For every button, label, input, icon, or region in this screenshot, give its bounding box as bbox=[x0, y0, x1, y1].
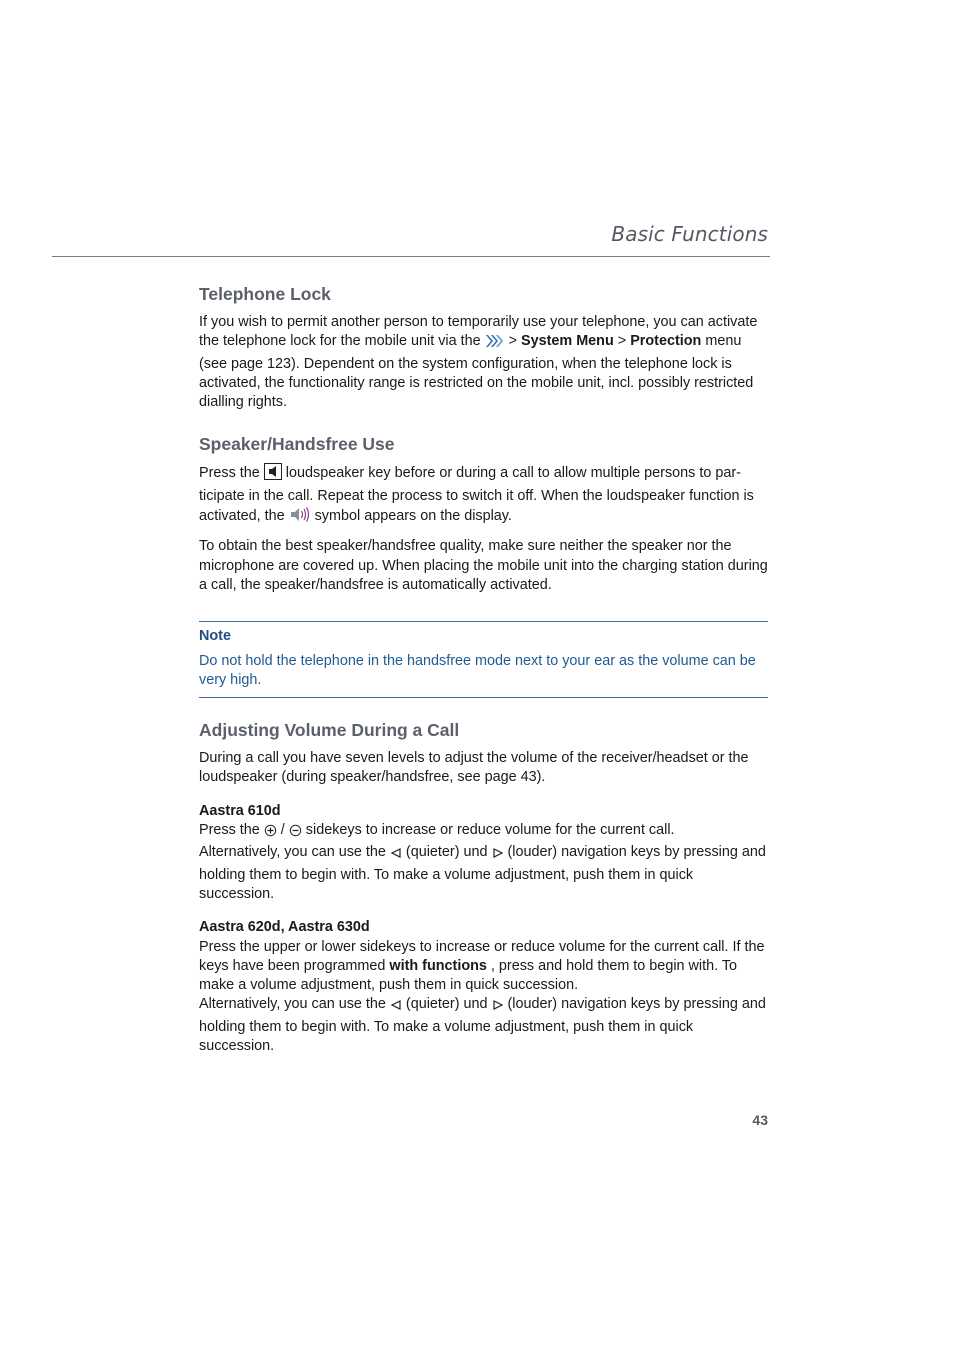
text: > bbox=[613, 333, 631, 350]
paragraph-620d-navigation bbox=[199, 995, 768, 1056]
text: loudspeaker key before or during a call to allow multiple persons to par-ticipate in the call. Repeat the process to switch it off. When the loudspeaker function is activated, the bbox=[199, 465, 754, 525]
section-adjusting-volume bbox=[199, 718, 768, 1056]
speaker-symbol-icon bbox=[289, 506, 311, 529]
text: / bbox=[276, 822, 289, 839]
text: menu (see page 123). Dependent on the system configuration, when the telephone lock is activated, the functionality range is restricted on the mobile unit, incl. possibly restricted dialling rights. bbox=[199, 333, 754, 411]
paragraph-telephone-lock bbox=[199, 313, 768, 412]
text: Press the bbox=[199, 822, 264, 839]
right-arrow-key-icon bbox=[492, 846, 504, 865]
note-box bbox=[199, 621, 768, 698]
paragraph-620d-sidekeys bbox=[199, 938, 768, 996]
note-title: Note bbox=[199, 628, 231, 645]
text: (quieter) und bbox=[401, 996, 492, 1013]
paragraph-volume-intro: During a call you have seven levels to adjust the volume of the receiver/headset or the loudspeaker (during speaker/handsfree, see page 43). bbox=[199, 750, 749, 786]
text: (louder) navigation keys by pressing and holding them to begin with. To make a volume adjustment, push them in quick succession. bbox=[199, 996, 766, 1055]
paragraph-speaker-2: To obtain the best speaker/handsfree quality, make sure neither the speaker nor the microphone are covered up. When placing the mobile unit into the charging station during a call, the speaker/handsfree is automatically activated. bbox=[199, 538, 768, 593]
bold-protection: Protection bbox=[630, 333, 702, 350]
heading-speaker-handsfree: Speaker/Handsfree Use bbox=[199, 434, 395, 455]
heading-telephone-lock: Telephone Lock bbox=[199, 284, 331, 304]
heading-aastra-610d: Aastra 610d bbox=[199, 802, 281, 819]
subsection-aastra-610d bbox=[199, 802, 768, 904]
text: (louder) navigation keys by pressing and holding them to begin with. To make a volume adjustment, push them in quick succession. bbox=[199, 844, 766, 902]
running-header: Basic Functions bbox=[611, 222, 768, 246]
section-telephone-lock bbox=[199, 282, 768, 412]
section-speaker-handsfree bbox=[199, 432, 768, 595]
page-number: 43 bbox=[752, 1112, 768, 1128]
heading-aastra-620d-630d: Aastra 620d, Aastra 630d bbox=[199, 919, 370, 936]
note-text: Do not hold the telephone in the handsfree mode next to your ear as the volume can be very high. bbox=[199, 652, 756, 688]
plus-key-icon bbox=[264, 824, 277, 843]
paragraph-610d-sidekeys bbox=[199, 821, 768, 843]
left-arrow-key-icon bbox=[390, 998, 402, 1017]
text: (quieter) und bbox=[401, 844, 492, 861]
text: , press and hold them to begin with. To make a volume adjustment, push them in quick succession. bbox=[199, 957, 738, 994]
text: Press the upper or lower sidekeys to increase or reduce volume for the current call. If the keys have been programmed bbox=[199, 938, 765, 974]
paragraph-610d-navigation bbox=[199, 843, 768, 904]
page-content bbox=[199, 282, 768, 1064]
heading-adjusting-volume: Adjusting Volume During a Call bbox=[199, 720, 460, 741]
text: If you wish to permit another person to temporarily use your telephone, you can activate the telephone lock for the mobile unit via the bbox=[199, 314, 758, 350]
text: Alternatively, you can use the bbox=[199, 996, 390, 1013]
minus-key-icon bbox=[289, 824, 302, 843]
left-arrow-key-icon bbox=[390, 846, 402, 865]
text: Alternatively, you can use the bbox=[199, 844, 390, 861]
menu-forward-icon bbox=[485, 334, 505, 354]
bold-with-functions: with functions bbox=[389, 957, 487, 974]
right-arrow-key-icon bbox=[492, 998, 504, 1017]
paragraph-speaker-1 bbox=[199, 463, 768, 529]
subsection-aastra-620d-630d bbox=[199, 918, 768, 1056]
text: symbol appears on the display. bbox=[310, 508, 512, 525]
header-rule bbox=[52, 256, 770, 257]
loudspeaker-key-icon bbox=[264, 463, 282, 486]
text: Press the bbox=[199, 465, 264, 482]
text: > bbox=[504, 333, 521, 350]
text: sidekeys to increase or reduce volume for the current call. bbox=[301, 822, 675, 839]
bold-system-menu: System Menu bbox=[521, 333, 614, 350]
